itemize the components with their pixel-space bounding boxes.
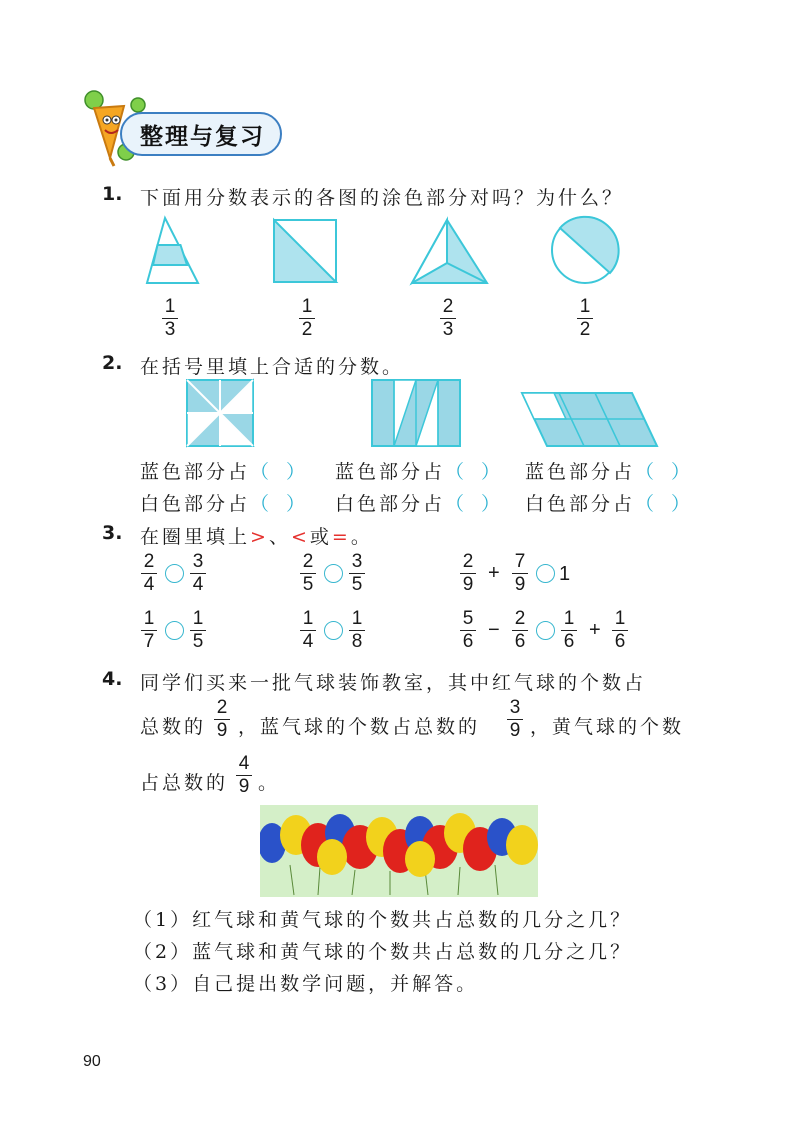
q2-text: 在括号里填上合适的分数。: [140, 356, 405, 378]
q2-blue-label-1: 蓝色部分占（ ）: [140, 461, 309, 483]
q2-white-label-3: 白色部分占（ ）: [525, 493, 694, 515]
q3-r2c-frac2: 2 6: [512, 608, 528, 653]
plus-sign: +: [488, 562, 500, 584]
q4-sub-1: （1）红气球和黄气球的个数共占总数的几分之几？: [133, 909, 633, 931]
plus-sign: +: [589, 619, 601, 641]
q4-line1: 同学们买来一批气球装饰教室，其中红气球的个数占: [140, 672, 647, 694]
q4-fraction-blue: 3 9: [507, 697, 523, 742]
denominator: 2: [301, 319, 313, 340]
q3-r1a-frac2: 3 4: [190, 551, 206, 596]
q4-fraction-yellow: 4 9: [236, 753, 252, 798]
q2-blue-label-2: 蓝色部分占（ ）: [335, 461, 504, 483]
q3-number: 3.: [102, 522, 123, 544]
q3-r2b-frac1: 1 4: [300, 608, 316, 653]
q3-r1c-frac1: 2 9: [460, 551, 476, 596]
q4-sub-3: （3）自己提出数学问题，并解答。: [133, 973, 479, 995]
minus-sign: −: [488, 619, 500, 641]
page-number: 90: [83, 1053, 101, 1070]
q4-line2b: ，蓝气球的个数占总数的: [238, 716, 481, 738]
denominator: 3: [164, 319, 176, 340]
numerator: 2: [442, 296, 454, 317]
section-title: 整理与复习: [140, 124, 265, 150]
answer-circle[interactable]: [536, 564, 555, 583]
q2-white-label-2: 白色部分占（ ）: [335, 493, 504, 515]
q4-line3a: 占总数的: [140, 772, 229, 794]
q3-r2c-frac3: 1 6: [561, 608, 577, 653]
q4-line3b: 。: [258, 772, 281, 794]
q1-fraction-1: [162, 296, 178, 341]
square-diagonal-figure: [274, 220, 336, 282]
q1-figures: [140, 215, 640, 290]
q4-number: 4.: [102, 668, 123, 690]
answer-circle[interactable]: [324, 621, 343, 640]
denominator: 2: [579, 319, 591, 340]
q4-fraction-red: 2 9: [214, 697, 230, 742]
denominator: 3: [442, 319, 454, 340]
triangle-center-figure: [412, 220, 487, 283]
q3-text: 在圈里填上>、<或=。: [140, 526, 373, 548]
q1-number: 1.: [102, 183, 123, 205]
q1-fraction-3: [440, 296, 456, 341]
square-eighths-figure: [187, 380, 253, 446]
q1-fraction-2: [299, 296, 315, 341]
q1-fraction-4: [577, 296, 593, 341]
q2-white-label-1: 白色部分占（ ）: [140, 493, 309, 515]
q3-r1a-frac1: 2 4: [141, 551, 157, 596]
q3-r2c-frac1: 5 6: [460, 608, 476, 653]
q3-r2a-frac2: 1 5: [190, 608, 206, 653]
q4-line2a: 总数的: [140, 716, 207, 738]
q2-figures: [180, 378, 665, 450]
q3-r2a-frac1: 1 7: [141, 608, 157, 653]
numerator: 1: [579, 296, 591, 317]
numerator: 1: [164, 296, 176, 317]
q3-r2b-frac2: 1 8: [349, 608, 365, 653]
q2-number: 2.: [102, 352, 123, 374]
answer-circle[interactable]: [324, 564, 343, 583]
q2-blue-label-3: 蓝色部分占（ ）: [525, 461, 694, 483]
answer-circle[interactable]: [165, 621, 184, 640]
balloons-illustration: [260, 805, 538, 897]
answer-circle[interactable]: [536, 621, 555, 640]
q3-r2c-frac4: 1 6: [612, 608, 628, 653]
q3-r1b-frac1: 2 5: [300, 551, 316, 596]
triangle-thirds-figure: [147, 218, 198, 283]
circle-chord-figure: [552, 217, 619, 283]
numerator: 1: [301, 296, 313, 317]
answer-circle[interactable]: [165, 564, 184, 583]
q1-text: 下面用分数表示的各图的涂色部分对吗？为什么？: [140, 187, 625, 209]
parallelogram-figure: [522, 393, 657, 446]
q3-r1c-rhs: 1: [559, 563, 571, 585]
q4-line2c: ，黄气球的个数: [530, 716, 685, 738]
rectangle-triangles-figure: [372, 380, 460, 446]
q4-sub-2: （2）蓝气球和黄气球的个数共占总数的几分之几？: [133, 941, 633, 963]
q3-r1b-frac2: 3 5: [349, 551, 365, 596]
q3-r1c-frac2: 7 9: [512, 551, 528, 596]
